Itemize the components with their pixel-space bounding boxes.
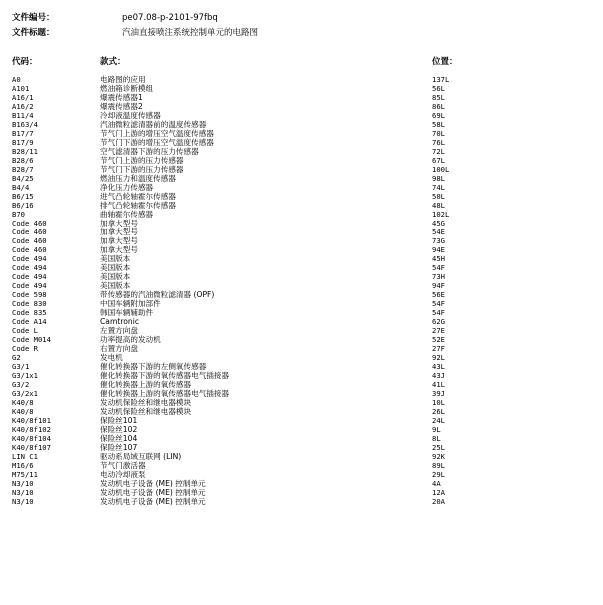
row-code: B28/6 [12,155,34,165]
table-row [12,237,592,246]
row-code: B17/9 [12,137,34,147]
row-description: 节气门下游的压力传感器 [100,164,184,174]
row-position: 92K [432,451,445,461]
table-row [12,498,592,507]
row-code: Code A14 [12,317,47,327]
row-description: 左置方向盘 [100,326,138,336]
row-description: 美国版本 [100,281,131,291]
header-position: 位置： [432,57,458,67]
row-description: Camtronic [100,317,140,327]
table-row [12,444,592,453]
table-row [12,103,592,112]
row-description: 右置方向盘 [100,344,138,354]
row-position: 89L [432,460,445,470]
table-row [12,399,592,408]
row-code: G3/1x1 [12,370,38,380]
table-row [12,345,592,354]
row-position: 67L [432,155,445,165]
row-code: N3/10 [12,496,34,506]
row-code: B6/15 [12,191,34,201]
table-row [12,139,592,148]
row-code: B28/11 [12,146,38,156]
row-code: B163/4 [12,119,38,129]
row-description: 曲轴霍尔传感器 [100,209,154,219]
row-position: 100L [432,164,450,174]
row-description: 汽油微粒滤清器前的温度传感器 [100,119,207,129]
row-code: Code 494 [12,263,47,273]
row-position: 4A [432,478,441,488]
table-row [12,220,592,229]
table-row [12,462,592,471]
row-position: 27E [432,326,445,336]
row-description: 电路图的应用 [100,75,146,84]
table-row [12,282,592,291]
row-description: 保险丝107 [100,442,138,452]
row-description: 加拿大型号 [100,227,138,237]
row-description: 发动机电子设备 (ME) 控制单元 [100,478,206,488]
doc-title-label: 文件标题： [12,28,55,38]
table-row [12,157,592,166]
row-code: K40/8 [12,406,34,416]
row-description: 净化压力传感器 [100,182,154,192]
row-description: 功率提高的发动机 [100,335,161,345]
row-description: 发动机保险丝和继电器模块 [100,406,192,416]
row-code: Code 494 [12,272,47,282]
row-code: G3/2x1 [12,388,38,398]
row-description: 催化转换器上游的氧传感器 [100,379,192,389]
row-code: LIN C1 [12,451,38,461]
table-row [12,318,592,327]
row-position: 27F [432,344,445,354]
row-code: K40/8f101 [12,415,51,425]
row-position: 12A [432,487,445,497]
row-code: B17/7 [12,128,34,138]
table-row [12,85,592,94]
table-row [12,211,592,220]
row-position: 76L [432,137,445,147]
row-position: 43J [432,370,445,380]
table-row [12,202,592,211]
table-row [12,300,592,309]
row-position: 48L [432,200,445,210]
table-row [12,130,592,139]
row-code: Code 494 [12,281,47,291]
table-row [12,372,592,381]
table-row [12,489,592,498]
row-position: 39J [432,388,445,398]
row-position: 73G [432,236,445,246]
row-position: 73H [432,272,445,282]
row-description: 爆震传感器2 [100,101,143,111]
row-code: Code L [12,326,38,336]
row-position: 29L [432,469,445,479]
row-position: 50L [432,191,445,201]
table-row [12,175,592,184]
row-position: 54F [432,299,445,309]
row-description: 加拿大型号 [100,218,138,228]
table-row [12,363,592,372]
row-code: M16/6 [12,460,34,470]
row-description: 中国车辆附加部件 [100,299,161,309]
table-row [12,471,592,480]
row-description: 空气滤清器下游的压力传感器 [100,146,199,156]
row-position: 86L [432,101,445,111]
row-position: 24L [432,415,445,425]
row-position: 72L [432,146,445,156]
row-position: 102L [432,209,450,219]
row-code: B4/25 [12,173,34,183]
row-description: 美国版本 [100,254,131,264]
row-description: 发动机电子设备 (ME) 控制单元 [100,496,206,506]
row-code: Code 598 [12,290,47,300]
row-position: 94E [432,245,445,255]
row-position: 9L [432,424,441,434]
row-description: 燃油箱诊断模组 [100,83,154,93]
row-code: Code 835 [12,308,47,318]
row-description: 进气凸轮轴霍尔传感器 [100,191,176,201]
row-code: B70 [12,209,25,219]
row-description: 爆震传感器1 [100,92,143,102]
component-list [12,76,592,507]
table-row [12,435,592,444]
row-description: 美国版本 [100,263,131,273]
table-row [12,327,592,336]
table-row [12,76,592,85]
row-code: K40/8f107 [12,442,51,452]
row-description: 保险丝101 [100,415,138,425]
table-row [12,336,592,345]
row-code: N3/10 [12,478,34,488]
row-position: 54F [432,308,445,318]
row-description: 发动机保险丝和继电器模块 [100,397,192,407]
table-row [12,426,592,435]
row-code: Code R [12,344,38,354]
row-description: 美国版本 [100,272,131,282]
table-row [12,193,592,202]
table-row [12,94,592,103]
table-row [12,255,592,264]
table-row [12,184,592,193]
row-description: 韩国车辆辅助件 [100,308,154,318]
row-position: 56L [432,83,445,93]
row-description: 催化转换器下游的左侧氧传感器 [100,362,207,371]
row-position: 92L [432,353,445,363]
row-description: 电动冷却液泵 [100,469,146,479]
row-code: N3/10 [12,487,34,497]
row-position: 25L [432,442,445,452]
table-row [12,291,592,300]
row-position: 43L [432,362,445,371]
table-row [12,112,592,121]
row-description: 节气门下游的增压空气温度传感器 [100,137,214,147]
header-code: 代码： [12,57,38,67]
row-code: G3/2 [12,379,30,389]
row-description: 燃油压力和温度传感器 [100,173,176,183]
row-position: 85L [432,92,445,102]
row-description: 发动机电子设备 (ME) 控制单元 [100,487,206,497]
row-description: 保险丝104 [100,433,138,443]
table-row [12,480,592,489]
row-position: 62G [432,317,445,327]
row-code: G2 [12,353,21,363]
row-code: Code M014 [12,335,51,345]
row-description: 冷却液温度传感器 [100,110,161,120]
row-code: K40/8f104 [12,433,51,443]
row-position: 70L [432,128,445,138]
table-row [12,408,592,417]
row-position: 8L [432,433,441,443]
row-code: K40/8f102 [12,424,51,434]
row-position: 26L [432,406,445,416]
row-position: 74L [432,182,445,192]
table-row [12,354,592,363]
table-row [12,390,592,399]
row-code: Code 830 [12,299,47,309]
row-code: A0 [12,75,21,84]
row-position: 54F [432,263,445,273]
table-row [12,228,592,237]
row-description: 加拿大型号 [100,245,138,255]
row-code: A101 [12,83,30,93]
table-row [12,309,592,318]
row-description: 节气门上游的压力传感器 [100,155,184,165]
row-description: 排气凸轮轴霍尔传感器 [100,200,176,210]
doc-title-value: 汽油直接喷注系统控制单元的电路图 [122,28,259,38]
row-position: 52E [432,335,445,345]
row-position: 54E [432,227,445,237]
row-position: 69L [432,110,445,120]
row-position: 45H [432,254,445,264]
row-description: 节气门上游的增压空气温度传感器 [100,128,214,138]
row-position: 94F [432,281,445,291]
row-code: B11/4 [12,110,34,120]
doc-number-label: 文件编号： [12,13,55,23]
row-code: M75/11 [12,469,38,479]
row-code: Code 460 [12,236,47,246]
row-code: B6/16 [12,200,34,210]
table-header [12,56,592,68]
table-row [12,417,592,426]
row-code: A16/1 [12,92,34,102]
row-code: Code 494 [12,254,47,264]
row-code: Code 460 [12,245,47,255]
table-row [12,264,592,273]
row-position: 58L [432,119,445,129]
row-position: 137L [432,75,450,84]
row-position: 20A [432,496,445,506]
table-row [12,381,592,390]
doc-number-value: pe07.08-p-2101-97fbq [122,13,218,23]
table-row [12,453,592,462]
row-code: B4/4 [12,182,30,192]
table-row [12,121,592,130]
row-description: 带传感器的汽油微粒滤清器 (OPF) [100,290,215,300]
row-position: 56E [432,290,445,300]
row-position: 41L [432,379,445,389]
row-description: 发电机 [100,353,123,363]
row-code: Code 460 [12,218,47,228]
row-code: B28/7 [12,164,34,174]
row-code: K40/8 [12,397,34,407]
row-description: 节气门激活器 [100,460,146,470]
row-code: Code 460 [12,227,47,237]
row-description: 保险丝102 [100,424,138,434]
header-description: 款式： [100,57,126,67]
row-description: 催化转换器上游的氧传感器电气插接器 [100,388,230,398]
row-position: 98L [432,173,445,183]
row-description: 加拿大型号 [100,236,138,246]
table-row [12,246,592,255]
table-row [12,148,592,157]
row-position: 45G [432,218,445,228]
row-description: 催化转换器下游的氧传感器电气插接器 [100,370,230,380]
row-code: A16/2 [12,101,34,111]
row-description: 驱动系局域互联网 (LIN) [100,451,182,461]
table-row [12,166,592,175]
row-position: 10L [432,397,445,407]
row-code: G3/1 [12,362,30,371]
table-row [12,273,592,282]
